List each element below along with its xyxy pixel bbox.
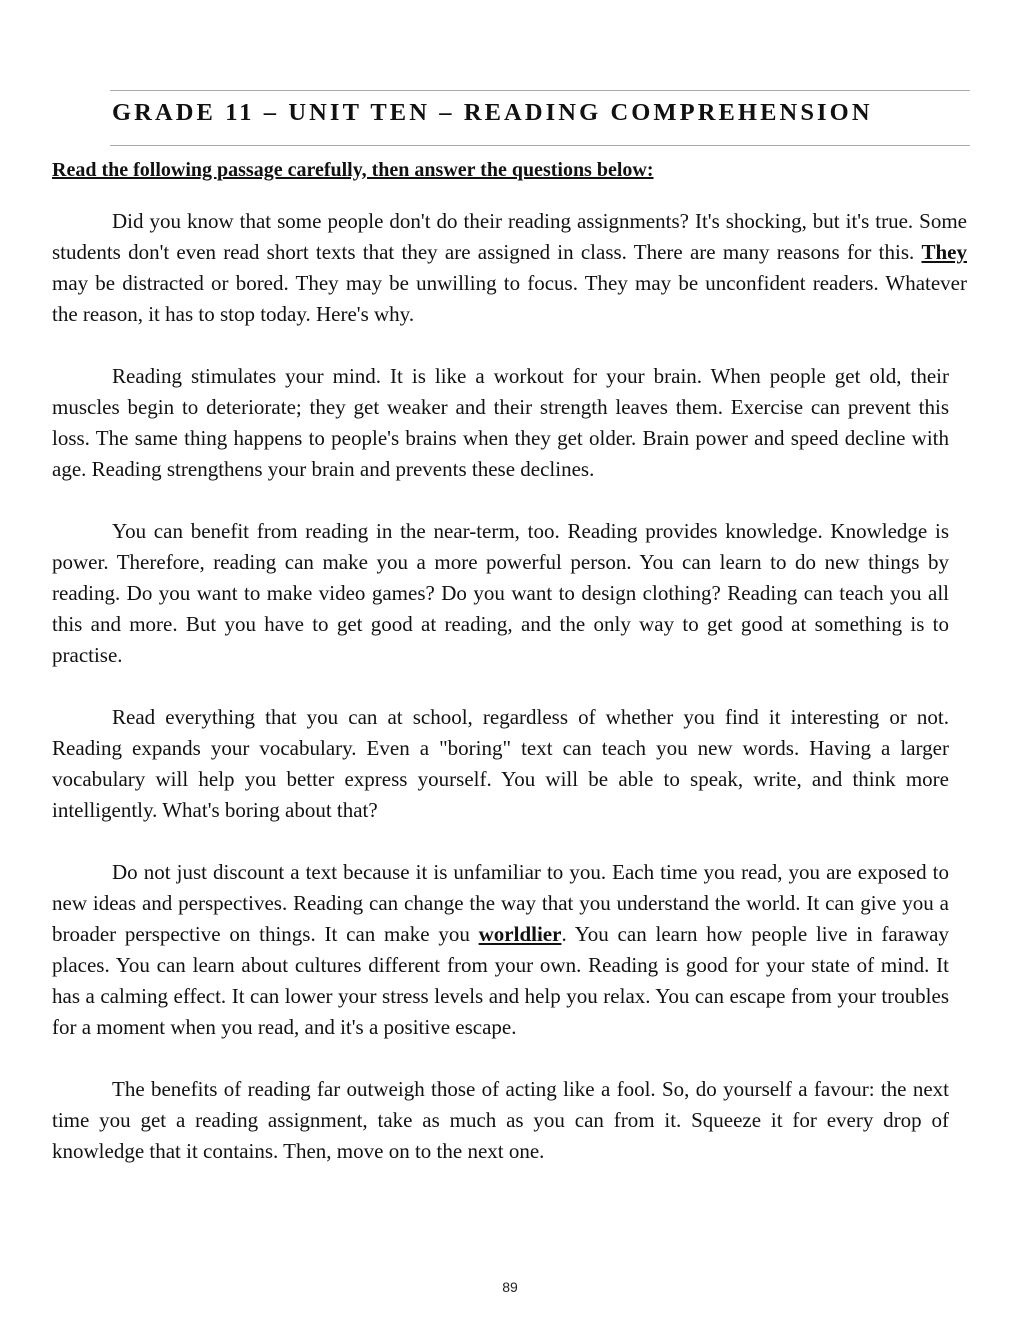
passage-paragraph-4: Read everything that you can at school, regardless of whether you find it interesting or not. Reading expands your vocabulary. Even a "boring" text can teach you new words. Having a larger vocabulary will help you better express yourself. You will be able to speak, write, and think more intelligently. What's boring about that? <box>52 705 949 822</box>
passage-paragraph-5 <box>52 857 949 1043</box>
highlighted-word-worldlier: worldlier <box>478 922 562 946</box>
paragraph-1-text-start: Did you know that some people don't do their reading assignments? It's shocking, but it's true. Some students don't even read short texts that they are assigned in class. There are many reasons for this. <box>52 209 967 264</box>
passage-paragraph-2: Reading stimulates your mind. It is like a workout for your brain. When people get old, their muscles begin to deteriorate; they get weaker and their strength leaves them. Exercise can prevent this loss. The same thing happens to people's brains when they get older. Brain power and speed decline with age. Reading strengthens your brain and prevents these declines. <box>52 364 949 481</box>
paragraph-5-text-start: Do not just discount a text because it is unfamiliar to you. Each time you read, you are exposed to new ideas and perspectives. Reading can change the way that you understand the world. It can give you a broader perspective on things. It can make you <box>52 860 949 946</box>
page-number: 89 <box>502 1279 518 1295</box>
title-block <box>110 90 970 146</box>
reading-passage <box>52 206 970 1167</box>
paragraph-1-text-end: may be distracted or bored. They may be unwilling to focus. They may be unconfident readers. Whatever the reason, it has to stop today. Here's why. <box>52 271 967 326</box>
passage-paragraph-1 <box>52 206 967 330</box>
passage-paragraph-6: The benefits of reading far outweigh those of acting like a fool. So, do yourself a favour: the next time you get a reading assignment, take as much as you can from it. Squeeze it for every drop of knowledge that it contains. Then, move on to the next one. <box>52 1077 949 1163</box>
highlighted-word-they: They <box>921 240 967 264</box>
paragraph-5-text-end: . You can learn how people live in faraway places. You can learn about cultures different from your own. Reading is good for your state of mind. It has a calming effect. It can lower your stress levels and help you relax. You can escape from your troubles for a moment when you read, and it's a positive escape. <box>52 922 949 1039</box>
page-title: GRADE 11 – UNIT TEN – READING COMPREHENSION <box>112 99 873 126</box>
instruction-heading: Read the following passage carefully, then answer the questions below: <box>52 159 654 181</box>
passage-paragraph-3: You can benefit from reading in the near-term, too. Reading provides knowledge. Knowledge is power. Therefore, reading can make you a more powerful person. You can learn to do new things by reading. Do you want to make video games? Do you want to design clothing? Reading can teach you all this and more. But you have to get good at reading, and the only way to get good at something is to practise. <box>52 519 949 667</box>
